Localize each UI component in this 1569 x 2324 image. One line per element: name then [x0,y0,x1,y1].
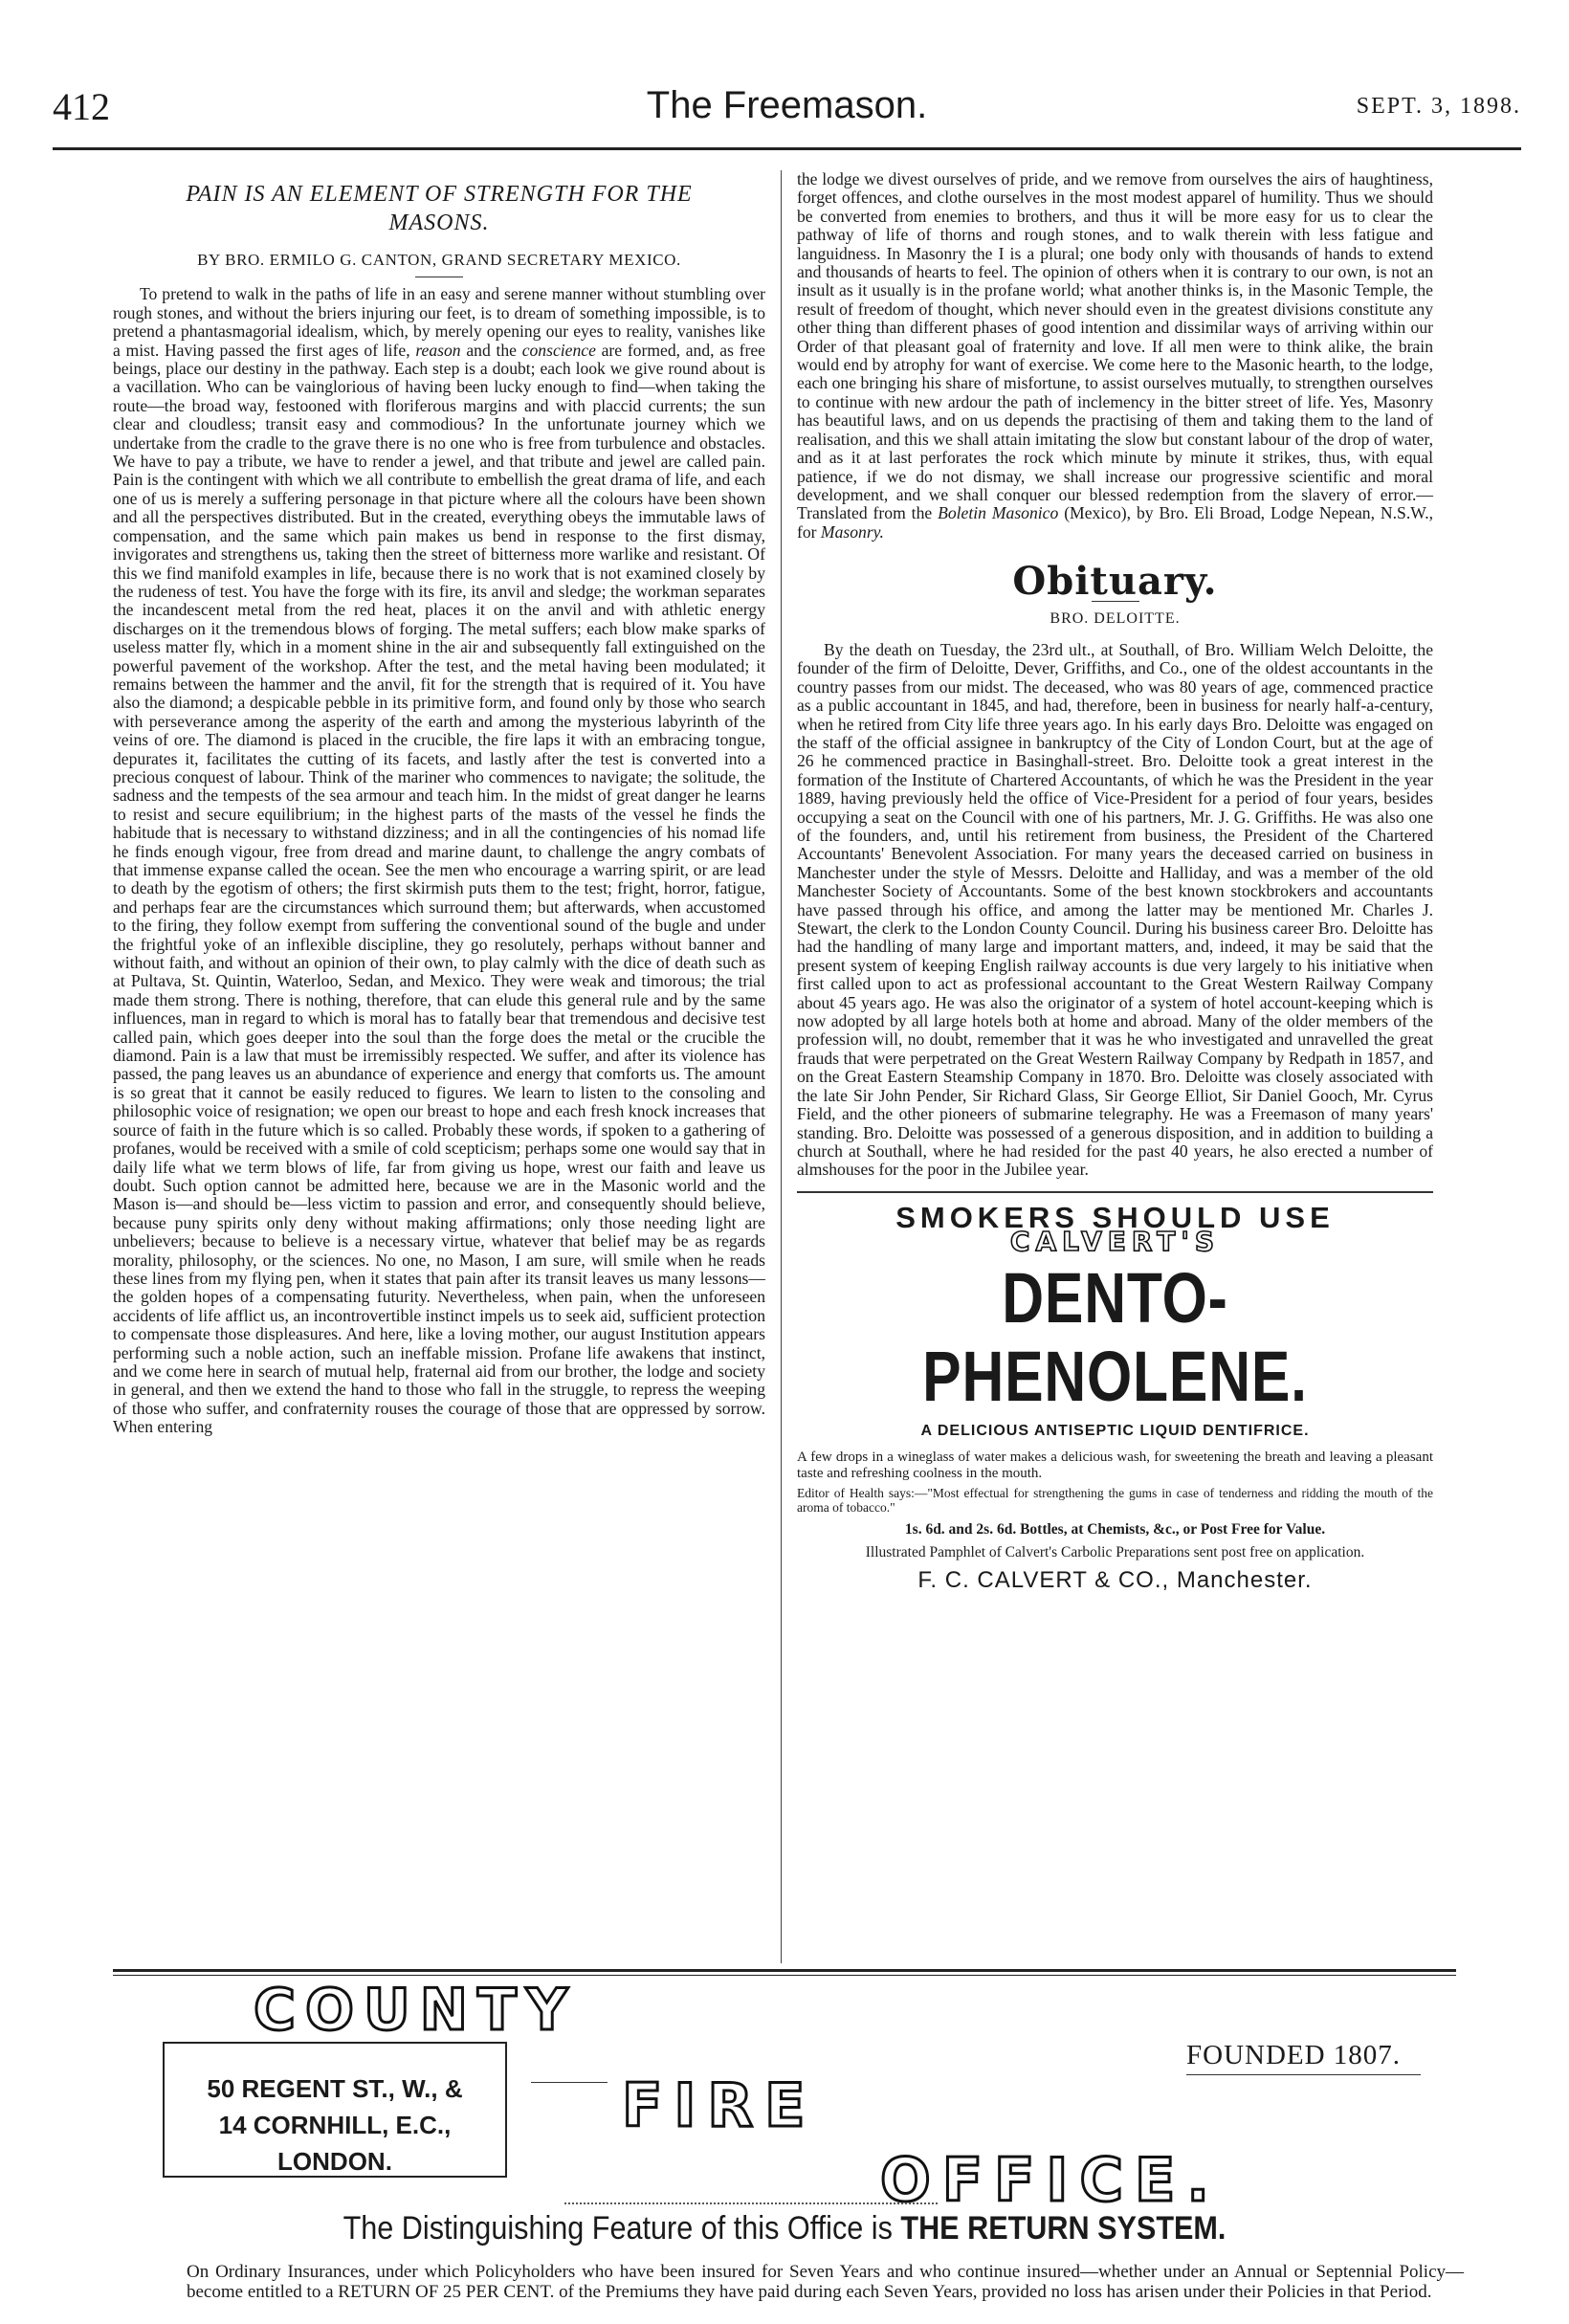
ad-editor-quote: Editor of Health says:—"Most effectual for strengthening the gums in case of tenderness and ridding the mouth of the aroma of tobacco." [797,1485,1433,1515]
founded-rule [1186,2074,1421,2075]
page-number: 412 [53,85,110,128]
obituary-heading: Obituary. [1012,559,1218,605]
county-heading: COUNTY [254,1977,578,2044]
right-column [797,169,1433,1594]
article-continuation [797,170,1433,542]
source-journal: Boletin Masonico [938,503,1059,523]
fire-left-rule [531,2082,608,2083]
article-body-italic-conscience: conscience [521,340,596,360]
founded-year: FOUNDED 1807. [1186,2040,1402,2070]
ad-prices: 1s. 6d. and 2s. 6d. Bottles, at Chemists, &c., or Post Free for Value. [904,1520,1326,1538]
ad-blurb: A few drops in a wineglass of water makes a delicious wash, for sweetening the breath and leaving a pleasant taste and refreshing coolness in the mouth. [797,1449,1433,1481]
ad-pamphlet: Illustrated Pamphlet of Calvert's Carbolic Preparations sent post free on application. [865,1544,1365,1561]
header-rule [53,147,1521,150]
office-heading: OFFICE. [880,2145,1221,2215]
article-byline: BY BRO. ERMILO G. CANTON, GRAND SECRETARY MEXICO. [197,251,681,269]
article-body-start: To pretend to walk in the paths of life in an easy and serene manner without stumbling over rough stones, and without the briers injuring our feet, is to dream of something impossible, is to pretend a phantasmagorial idealism, which, by merely opening our eyes to reality, vanishes like a mist. Having passed the first ages of life, [113,284,765,360]
section-rule-thin [113,1975,1456,1976]
obituary-subheading: BRO. DELOITTE. [1050,609,1181,627]
calvert-advertisement [797,1191,1433,1594]
address-line-1: 50 REGENT ST., W., & [207,2074,463,2103]
ad-calverts-line: CALVERT'S [1009,1226,1221,1258]
page-header [53,84,1521,151]
feature-text: The Distinguishing Feature of this Office is [343,2210,893,2247]
ad-tagline: A DELICIOUS ANTISEPTIC LIQUID DENTIFRICE. [920,1422,1310,1439]
feature-bold: THE RETURN SYSTEM. [900,2210,1226,2247]
section-rule-thick [113,1969,1456,1972]
article-continuation-text: the lodge we divest ourselves of pride, and we remove from ourselves the airs of haughtiness, forget offences, and clothe ourselves in the most modest apparel of humility. Thus we should be converted from enemies to brothers, and thus it will be more easy for us to clear the pathway of life of thorns and rough stones, and to walk therein with less fatigue and languidness. In Masonry the I is a plural; one body only with thousands of hands to extend and thousands of hearts to feel. The opinion of others when it is contrary to our own, is not an insult as it usually is in the profane world; what another thinks is, in the Masonic Temple, the result of freedom of thought, which never should even in the greatest divisions constitute any other thing than different phases of good intention and dissimilar ways of arriving within our Order of that pleasant goal of fraternity and love. If all men were to think alike, the brain would end by atrophy for want of exercise. We come here to the Masonic hearth, to the lodge, each one bringing his share of misfortune, to assist ourselves mutually, to strengthen ourselves to continue with new ardour the path of inclemency in the bitter street of life. Yes, Masonry has beautiful laws, and on us depends the practising of them and taking them to the land of realisation, and this we shall attain imitating the slow but constant labour of the drop of water, and as it at last perforates the rock which minute by minute it strikes, thus, with equal patience, if we do not dismay, we shall increase our progressive scientific and moral development, and we shall conquer our blessed redemption from the slavery of error.—Translated from the [797,169,1433,523]
ad-company: F. C. CALVERT & CO., Manchester. [917,1567,1313,1594]
article-body-italic-reason: reason [415,340,461,360]
article-title: PAIN IS AN ELEMENT OF STRENGTH FOR THE MASONS. [186,182,693,235]
column-divider [781,170,782,1963]
fire-heading: FIRE [622,2070,817,2140]
ad-smokers-line: SMOKERS SHOULD USE [895,1200,1335,1234]
masthead-title: The Freemason. [646,84,928,126]
ad-product-name: DENTO-PHENOLENE. [922,1257,1308,1416]
office-address-box [163,2042,507,2178]
issue-date: SEPT. 3, 1898. [1356,94,1521,119]
left-column [113,170,765,1437]
return-system-line [180,2210,1389,2247]
address-line-2: 14 CORNHILL, E.C., LONDON. [218,2111,452,2176]
dotted-rule [564,2202,938,2204]
obituary-body: By the death on Tuesday, the 23rd ult., at Southall, of Bro. William Welch Deloitte, the founder of the firm of Deloitte, Dever, Griffiths, and Co., one of the oldest accountants in the country passes from our midst. The deceased, who was 80 years of age, commenced practice as a public accountant in 1845, and had, therefore, been in business for nearly half-a-century, when he retired from City life three years ago. In his early days Bro. Deloitte was engaged on the staff of the official assignee in bankruptcy of the City of London Court, but at the age of 26 he commenced practice in Basinghall-street. Bro. Deloitte took a great interest in the formation of the Institute of Chartered Accountants, of which he was the President in the year 1889, having previously held the office of Vice-President for a period of four years, besides occupying a seat on the Council with one of his partners, Mr. J. G. Griffiths. He was also one of the founders, and, until his retirement from business, the President of the Chartered Accountants' Benevolent Association. For many years the deceased carried on business in Manchester under the style of Messrs. Deloitte and Halliday, and was a member of the old Manchester Society of Accountants. Some of the best known stockbrokers and accountants have passed through his office, and among the latter may be mentioned Mr. Charles J. Stewart, the clerk to the London County Council. During his business career Bro. Deloitte has had the handling of many large and important matters, and, indeed, it may be said that the present system of keeping English railway accounts is due very largely to his initiative when first called upon to act as professional accountant to the Great Western Railway Company about 45 years ago. He was also the originator of a system of hotel account-keeping which is now adopted by all large hotels both at home and abroad. Many of the older members of the profession will, no doubt, remember that it was he who investigated and unravelled the great frauds that were perpetrated on the Great Western Railway Company by Redpath in 1857, and on the Great Eastern Steamship Company in 1870. Bro. Deloitte was closely associated with the late Sir John Pender, Sir Richard Glass, Sir George Elliot, Sir Daniel Gooch, Mr. Cyrus Field, and the other pioneers of submarine telegraphy. He was a Freemason of many years' standing. Bro. Deloitte was possessed of a generous disposition, and in addition to building a church at Southall, where he had resided for the past 40 years, he also erected a number of almshouses for the poor in the Jubilee year. [797,639,1433,1180]
insurance-paragraph-1: On Ordinary Insurances, under which Policyholders who have been insured for Seven Years and who continue insured—whether under an Annual or Septennial Policy—become entitled to a RETURN OF 25 PER CENT. of the Premiums they have paid during each Seven Years, provided no loss has arisen under their Policies in that Period. [187,2262,1464,2302]
article-body-and-the: and the [466,340,517,360]
source-magazine: Masonry. [820,521,884,542]
article-body-rest: are formed, and, as free beings, place our destiny in the pathway. Each step is a doubt; each look we give round about is a vacillation. Who can be vainglorious of having been lucky enough to find—when taking the route—the broad way, festooned with floriferous margins and with placcid currents; the sun clear and cloudless; transit easy and commodious? In the unfortunate journey which we undertake from the cradle to the grave there is no one who is free from turbulence and obstacles. We have to pay a tribute, we have to render a jewel, and that tribute and jewel are called pain. Pain is the contingent with which we all contribute to embellish the great drama of life, and each one of us is merely a suffering personage in that picture where all the colours have been shown and all the perspectives distributed. But in the created, everything obeys the immutable laws of compensation, and the same which pain makes us bend in response to the first dismay, invigorates and strengthens us, taking then the street of bitterness more warlike and resistant. Of this we find manifold examples in life, because there is no work that is not examined closely by the rudeness of test. You have the forge with its fire, its anvil and sledge; the workman separates the incandescent metal from the red heat, places it on the anvil and with athletic energy discharges on it the tremendous blows of forging. The metal suffers; each blow make sparks of useless matter fly, which in a moment shine in the air and subsequently fall extinguished on the powerful pavement of the workshop. After the test, and the metal having been modulated; it remains between the hammer and the anvil, fit for the strength that is required of it. You have also the diamond; a despicable pebble in its primitive form, and found only by those who search with perseverance among the asperity of the earth and among the mysterious labyrinth of the veins of ore. The diamond is placed in the crucible, the fire laps it with an embracing tongue, depurates it, facilitates the cutting of its facets, and lastly after the test is converted into a precious conquest of labour. Think of the mariner who commences to navigate; the solitude, the sadness and the tempests of the sea armour and teach him. In the midst of great danger he learns to resist and secure equilibrium; in the highest parts of the masts of the vessel he finds the habitude that is necessary to withstand dizziness; and in all the contingencies of his nomad life he finds enough vigour, free from dread and marine daunt, to challenge the angry combats of that immense expanse called the ocean. See the men who encourage a warring spirit, or are lead to death by the egotism of others; the first skirmish puts them to the test; fright, horror, fatigue, and perhaps fear are the circumstances which surround them; but afterwards, when accustomed to the firing, they follow exempt from suffering the conventional sound of the bugle and under the frightful yoke of an inflexible discipline, they go resolutely, perhaps without banner and without faith, and without an opinion of their own, to play calmly with the dice of death such as at Pultava, St. Quintin, Waterloo, Sedan, and Mexico. They were weak and timorous; the trial made them strong. There is nothing, therefore, that can elude this general rule and by the same influences, man in regard to which is moral has to fatally bear that tremendous and decisive test called pain, which goes deeper into the soul than the forge does the metal or the crucible the diamond. Pain is a law that must be irremissibly respected. We suffer, and after its violence has passed, the pang leaves us an abundance of experience and energy that comforts us. The amount is so great that it cannot be easily reduced to figures. We learn to listen to the consoling and philosophic voice of resignation; we open our breast to hope and each fresh knock increases that source of faith in the future which is so called. Probably these words, if spoken to a gathering of profanes, would be received with a smile of cold scepticism; perhaps some one would say that in daily life what we term blows of life, far from giving us hope, wrest our faith and leave us doubt. Such option cannot be admitted here, because we are in the Masonic world and the Mason is—and should be—less victim to passion and error, and consequently should believe, because puny spirits only deny without making affirmations; only those needing light are unbelievers; because to believe is a necessary virtue, whatever that belief may be as regards morality, philosophy, or the sciences. No one, no Mason, I am sure, will smile when he reads these lines from my flying pen, when it states that pain after its transit leaves us many lessons—the golden hopes of a compensating futurity. Nevertheless, when pain, when the unforeseen accidents of life afflict us, an incontrovertible instinct impels us to seek aid, sufficient protection to compensate those displeasures. And here, like a loving mother, our august Institution appears performing such a noble action, such an ineffable mission. Profane life awakens that instinct, and we come here in search of mutual help, fraternal aid from our brother, the lodge and society in general, and then we extend the hand to those who fall in the struggle, to repress the weeping of those who suffer, and confraternity rouses the courage of those that are oppressed by sorrow. When entering [113,340,765,1437]
article-body [113,285,765,1436]
source-tail: (Mexico), by Bro. Eli Broad, Lodge Nepean, N.S.W., for [797,503,1433,542]
